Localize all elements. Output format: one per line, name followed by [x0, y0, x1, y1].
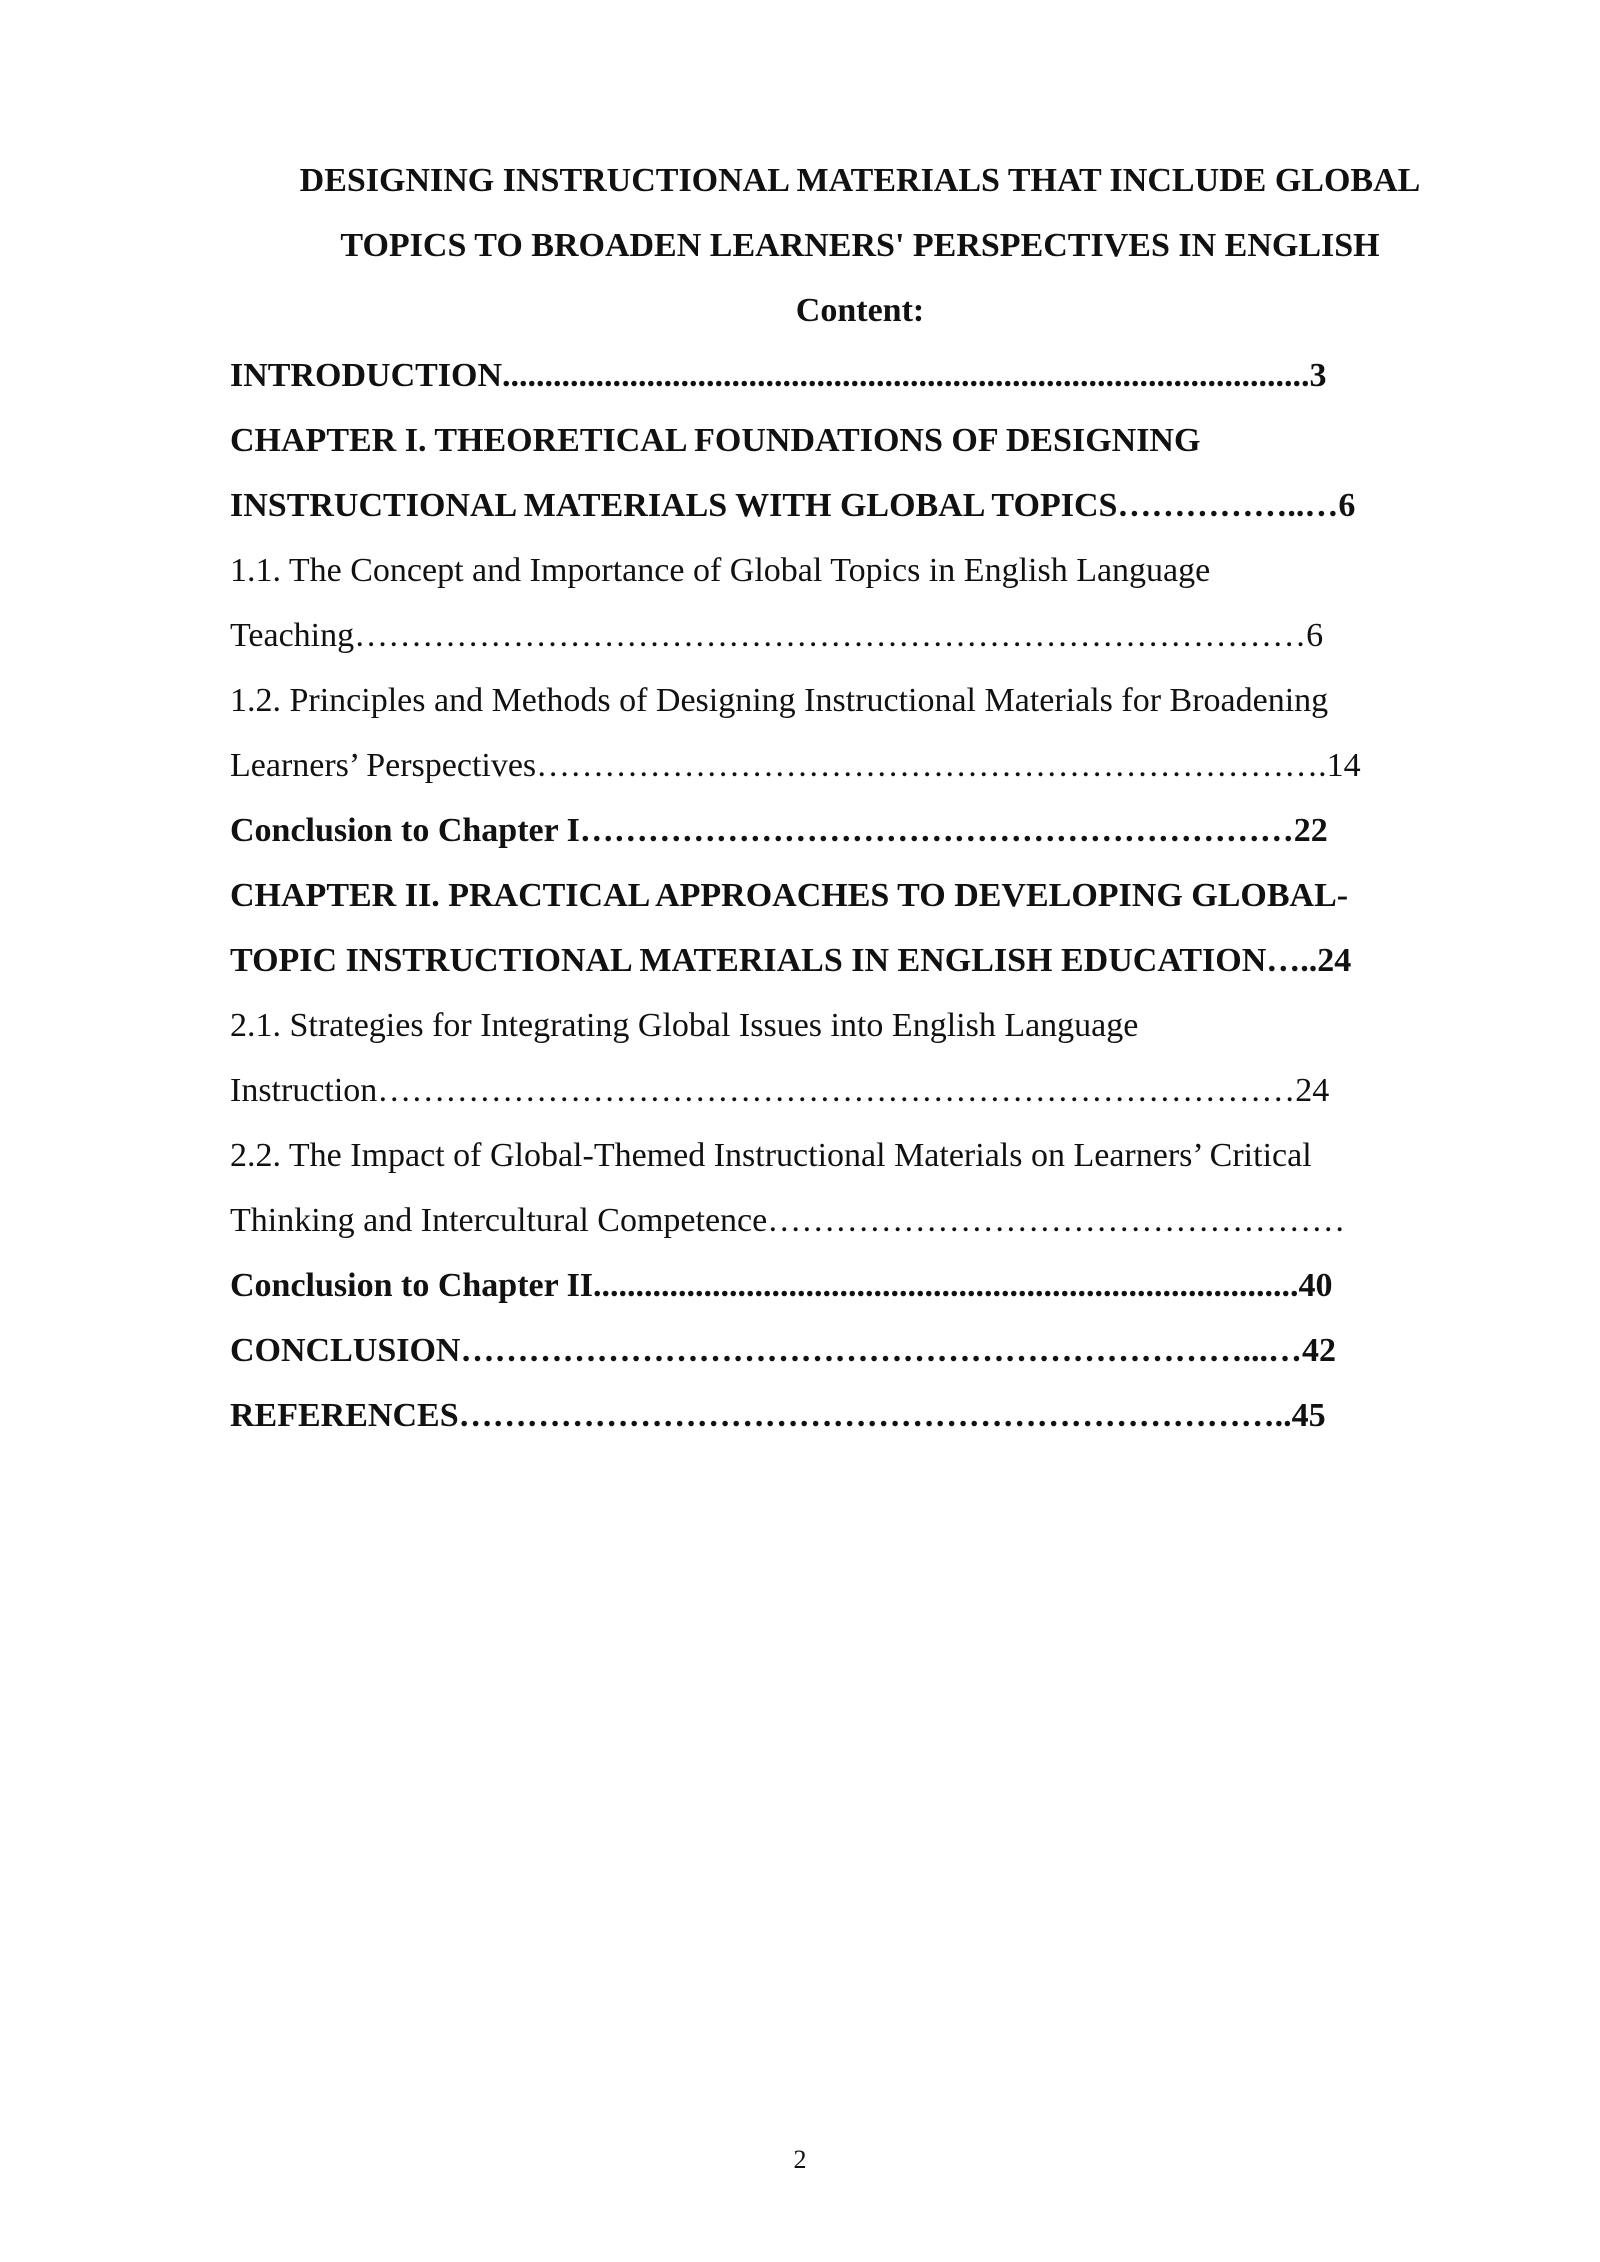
title-line-2: TOPICS TO BROADEN LEARNERS' PERSPECTIVES IN ENGLISH — [340, 227, 1380, 264]
table-of-contents — [230, 343, 1490, 1448]
toc-conclusion-chapter-1: Conclusion to Chapter I………………………………………………………22 — [230, 812, 1328, 849]
toc-chapter-1-line-2: INSTRUCTIONAL MATERIALS WITH GLOBAL TOPICS……………..…6 — [230, 487, 1356, 524]
toc-section-2-2-line-1: 2.2. The Impact of Global-Themed Instructional Materials on Learners’ Critical — [230, 1137, 1312, 1174]
toc-section-2-2-line-2: Thinking and Intercultural Competence…………………………………………… — [230, 1202, 1346, 1239]
toc-section-1-1-line-1: 1.1. The Concept and Importance of Global Topics in English Language — [230, 552, 1211, 589]
title-line-1: DESIGNING INSTRUCTIONAL MATERIALS THAT INCLUDE GLOBAL — [299, 162, 1421, 199]
toc-chapter-2-line-1: CHAPTER II. PRACTICAL APPROACHES TO DEVELOPING GLOBAL- — [230, 877, 1349, 914]
toc-references: REFERENCES………………………………………………………………..45 — [230, 1397, 1326, 1434]
toc-chapter-1-line-1: CHAPTER I. THEORETICAL FOUNDATIONS OF DESIGNING — [230, 422, 1201, 459]
toc-section-1-2-line-1: 1.2. Principles and Methods of Designing Instructional Materials for Broadening — [230, 682, 1329, 719]
contents-heading: Content: — [795, 292, 925, 329]
toc-section-2-1-line-2: Instruction………………………………………………………………………24 — [230, 1072, 1330, 1109]
toc-introduction: INTRODUCTION...............................................................................................3 — [230, 357, 1327, 394]
toc-conclusion-chapter-2: Conclusion to Chapter II...................................................................................40 — [230, 1267, 1333, 1304]
toc-section-1-2-line-2: Learners’ Perspectives…………………………………………………………….14 — [230, 747, 1361, 784]
toc-chapter-2-line-2: TOPIC INSTRUCTIONAL MATERIALS IN ENGLISH EDUCATION…..24 — [230, 942, 1352, 979]
document-title — [230, 148, 1490, 278]
toc-section-1-1-line-2: Teaching…………………………………………………………………………6 — [230, 617, 1324, 654]
page-number: 2 — [793, 2145, 807, 2174]
page-content — [230, 148, 1490, 1448]
toc-conclusion: CONCLUSION……………………………………………………………...…42 — [230, 1332, 1336, 1369]
toc-section-2-1-line-1: 2.1. Strategies for Integrating Global Issues into English Language — [230, 1007, 1139, 1044]
